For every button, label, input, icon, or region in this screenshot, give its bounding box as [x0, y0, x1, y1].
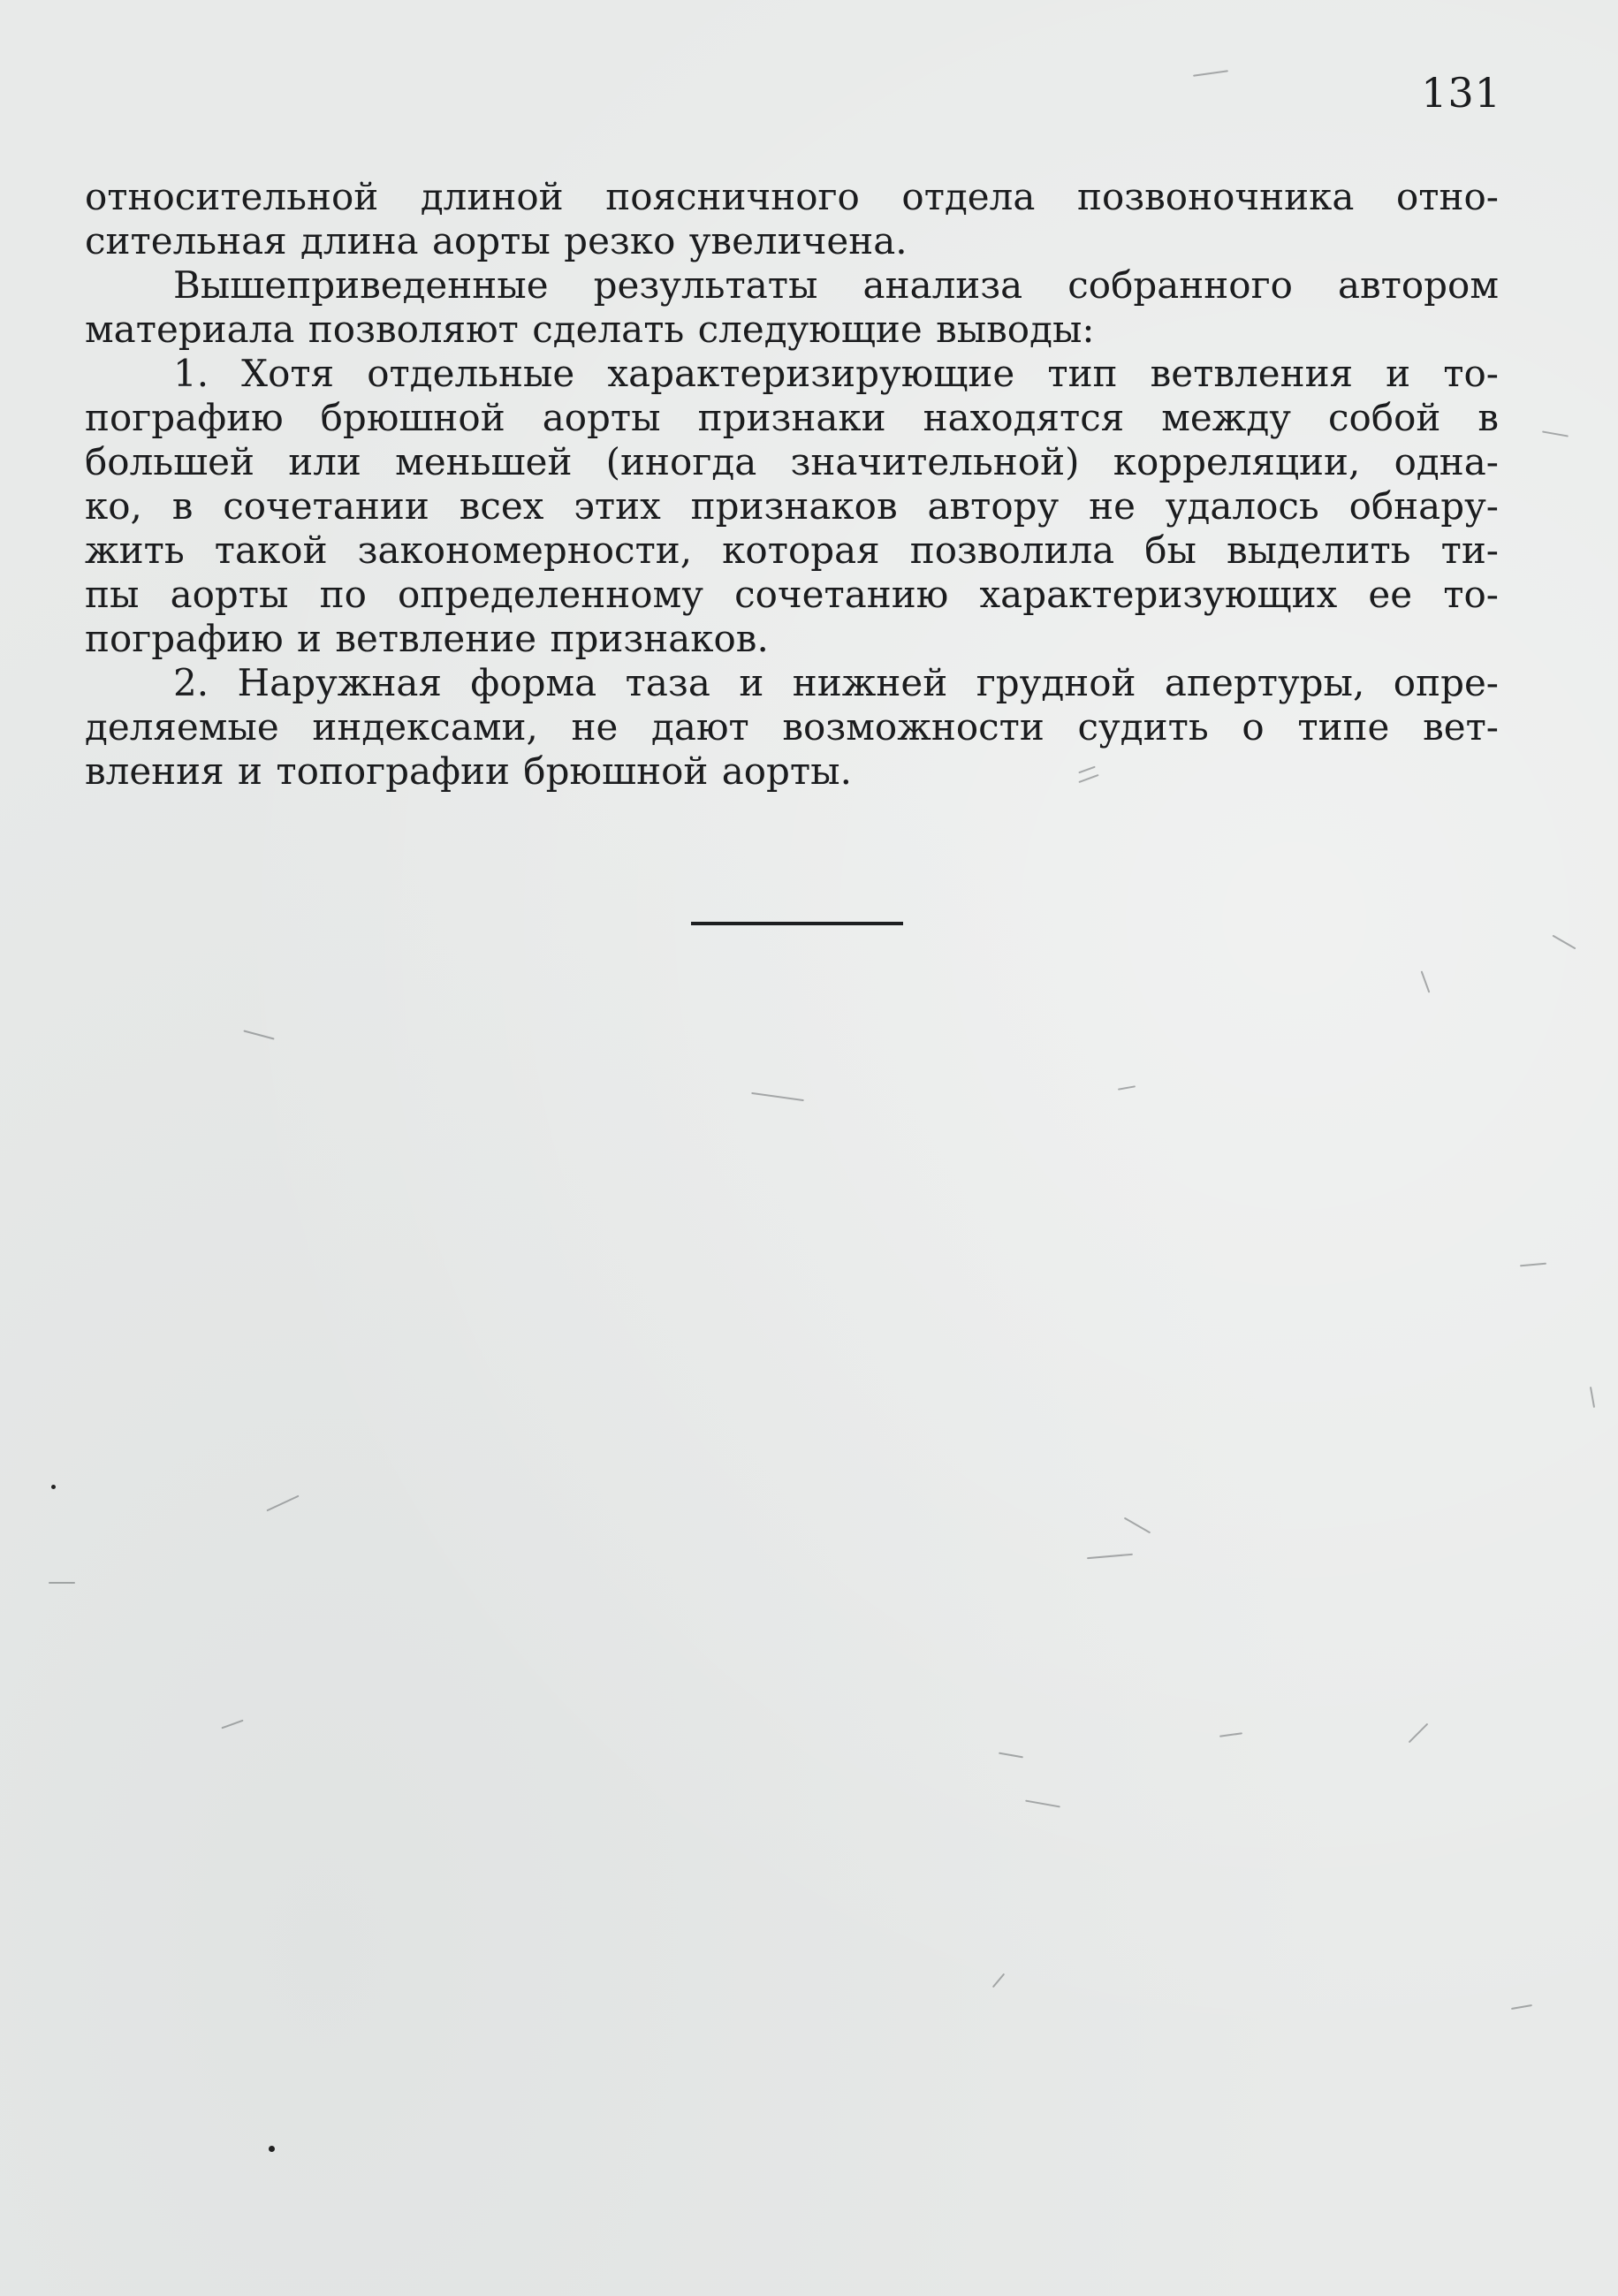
paper-speck [1421, 970, 1431, 992]
paragraph-conclusion-2 [85, 661, 1499, 794]
paper-speck [1025, 1800, 1060, 1808]
page-number: 131 [1421, 69, 1501, 117]
paper-speck [266, 1495, 299, 1512]
paper-speck [49, 1582, 75, 1584]
text-line: жить такой закономерности, которая позволила бы выделить ти- [85, 528, 1499, 572]
paper-speck [999, 1752, 1023, 1759]
text-line: ко, в сочетании всех этих признаков автору не удалось обнару- [85, 484, 1499, 528]
text-line: 1. Хотя отдельные характеризирующие тип ветвления и то- [173, 352, 1499, 395]
paper-speck [221, 1720, 243, 1730]
paper-speck [1087, 1554, 1133, 1560]
paper-speck [243, 1030, 274, 1039]
text-line: пографию и ветвление признаков. [85, 617, 769, 660]
paragraph-conclusion-1 [85, 352, 1499, 661]
paragraph-2 [85, 263, 1499, 352]
text-line: сительная длина аорты резко увеличена. [85, 219, 908, 262]
paper-speck [1118, 1085, 1136, 1090]
body-text [85, 175, 1499, 794]
paper-speck [1590, 1387, 1595, 1408]
section-separator-rule [691, 922, 903, 925]
text-line: пы аорты по определенному сочетанию характеризующих ее то- [85, 573, 1499, 616]
paper-speck [1124, 1517, 1151, 1534]
text-line: вления и топографии брюшной аорты. [85, 749, 852, 793]
text-line: деляемые индексами, не дают возможности судить о типе вет- [85, 705, 1499, 749]
text-line: Вышеприведенные результаты анализа собранного автором [173, 263, 1499, 307]
paper-dot [51, 1485, 56, 1489]
paper-speck [1193, 70, 1228, 77]
text-line: большей или меньшей (иногда значительной) корреляции, одна- [85, 440, 1499, 483]
paper-speck [1219, 1732, 1242, 1737]
text-line: относительной длиной поясничного отдела позвоночника отно- [85, 175, 1499, 218]
text-line: 2. Наружная форма таза и нижней грудной апертуры, опре- [173, 661, 1499, 704]
paper-speck [751, 1092, 804, 1101]
paper-speck [1409, 1723, 1429, 1744]
paper-speck [1511, 2004, 1532, 2010]
paper-speck [1542, 430, 1569, 437]
paper-speck [1553, 935, 1576, 950]
paper-dot [269, 2146, 275, 2152]
paragraph-1 [85, 175, 1499, 263]
paper-speck [992, 1973, 1005, 1988]
text-line: пографию брюшной аорты признаки находятся между собой в [85, 396, 1499, 439]
paper-speck [1520, 1263, 1546, 1267]
text-line: материала позволяют сделать следующие выводы: [85, 308, 1095, 351]
